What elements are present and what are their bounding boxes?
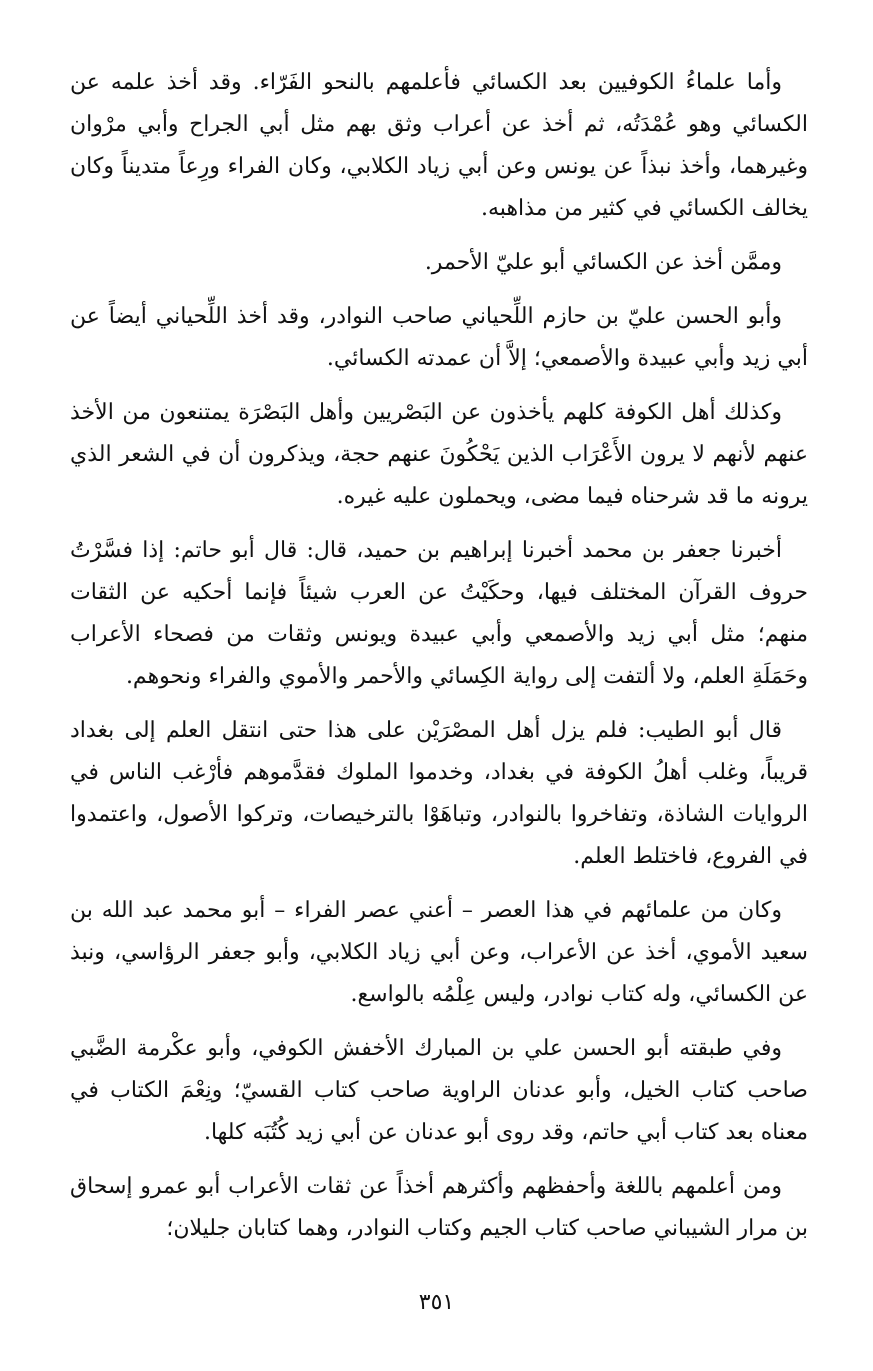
- paragraph-6: قال أبو الطيب: فلم يزل أهل المصْرَيْن على هذا حتى انتقل العلم إلى بغداد قريباً، وغلب أهلُ الكوفة في بغداد، وخدموا الملوك فقدَّموهم فأرْغب الناس في الروايات الشاذة، وتفاخروا بالنوادر، وتباهَوْا بالترخيصات، وتركوا الأصول، واعتمدوا في الفروع، فاختلط العلم.: [70, 718, 808, 869]
- paragraph-5: أخبرنا جعفر بن محمد أخبرنا إبراهيم بن حميد، قال: قال أبو حاتم: إذا فسَّرْتُ حروف القرآن المختلف فيها، وحكَيْتُ عن العرب شيئاً فإنما أحكيه عن الثقات منهم؛ مثل أبي زيد والأصمعي وأبي عبيدة ويونس وثقات من فصحاء الأعراب وحَمَلَةِ العلم، ولا ألتفت إلى رواية الكِسائي والأحمر والأموي والفراء ونحوهم.: [70, 538, 808, 689]
- paragraph-4: وكذلك أهل الكوفة كلهم يأخذون عن البَصْريين وأهل البَصْرَة يمتنعون من الأخذ عنهم لأنهم لا يرون الأَعْرَاب الذين يَحْكُونَ عنهم حجة، ويذكرون أن في الشعر الذي يرونه ما قد شرحناه فيما مضى، ويحملون عليه غيره.: [70, 400, 808, 509]
- paragraph-2: وممَّن أخذ عن الكسائي أبو عليّ الأحمر.: [424, 250, 782, 275]
- paragraph-7: وكان من علمائهم في هذا العصر – أعني عصر الفراء – أبو محمد عبد الله بن سعيد الأموي، أخذ عن الأعراب، وعن أبي زياد الكلابي، وأبو جعفر الرؤاسي، ونبذ عن الكسائي، وله كتاب نوادر، وليس عِلْمُه بالواسع.: [70, 898, 808, 1007]
- paragraph-9: ومن أعلمهم باللغة وأحفظهم وأكثرهم أخذاً عن ثقات الأعراب أبو عمرو إسحاق بن مرار الشيباني صاحب كتاب الجيم وكتاب النوادر، وهما كتابان جليلان؛: [70, 1174, 808, 1241]
- paragraph-3: وأبو الحسن عليّ بن حازم اللِّحياني صاحب النوادر، وقد أخذ اللِّحياني أيضاً عن أبي زيد وأبي عبيدة والأصمعي؛ إلاَّ أن عمدته الكسائي.: [70, 304, 808, 371]
- paragraph-8: وفي طبقته أبو الحسن علي بن المبارك الأخفش الكوفي، وأبو عكْرمة الضَّبي صاحب كتاب الخيل، وأبو عدنان الراوية صاحب كتاب القسيّ؛ ونِعْمَ الكتاب في معناه بعد كتاب أبي حاتم، وقد روى أبو عدنان عن أبي زيد كُتُبَه كلها.: [70, 1036, 808, 1145]
- page-body-text: [70, 62, 808, 1262]
- page-number: ٣٥١: [418, 1290, 455, 1315]
- paragraph-1: وأما علماءُ الكوفيين بعد الكسائي فأعلمهم بالنحو الفَرّاء. وقد أخذ علمه عن الكسائي وهو عُمْدَتُه، ثم أخذ عن أعراب وثق بهم مثل أبي الجراح وأبي مرْوان وغيرهما، وأخذ نبذاً عن يونس وعن أبي زياد الكلابي، وكان الفراء ورِعاً متديناً وكان يخالف الكسائي في كثير من مذاهبه.: [70, 70, 808, 221]
